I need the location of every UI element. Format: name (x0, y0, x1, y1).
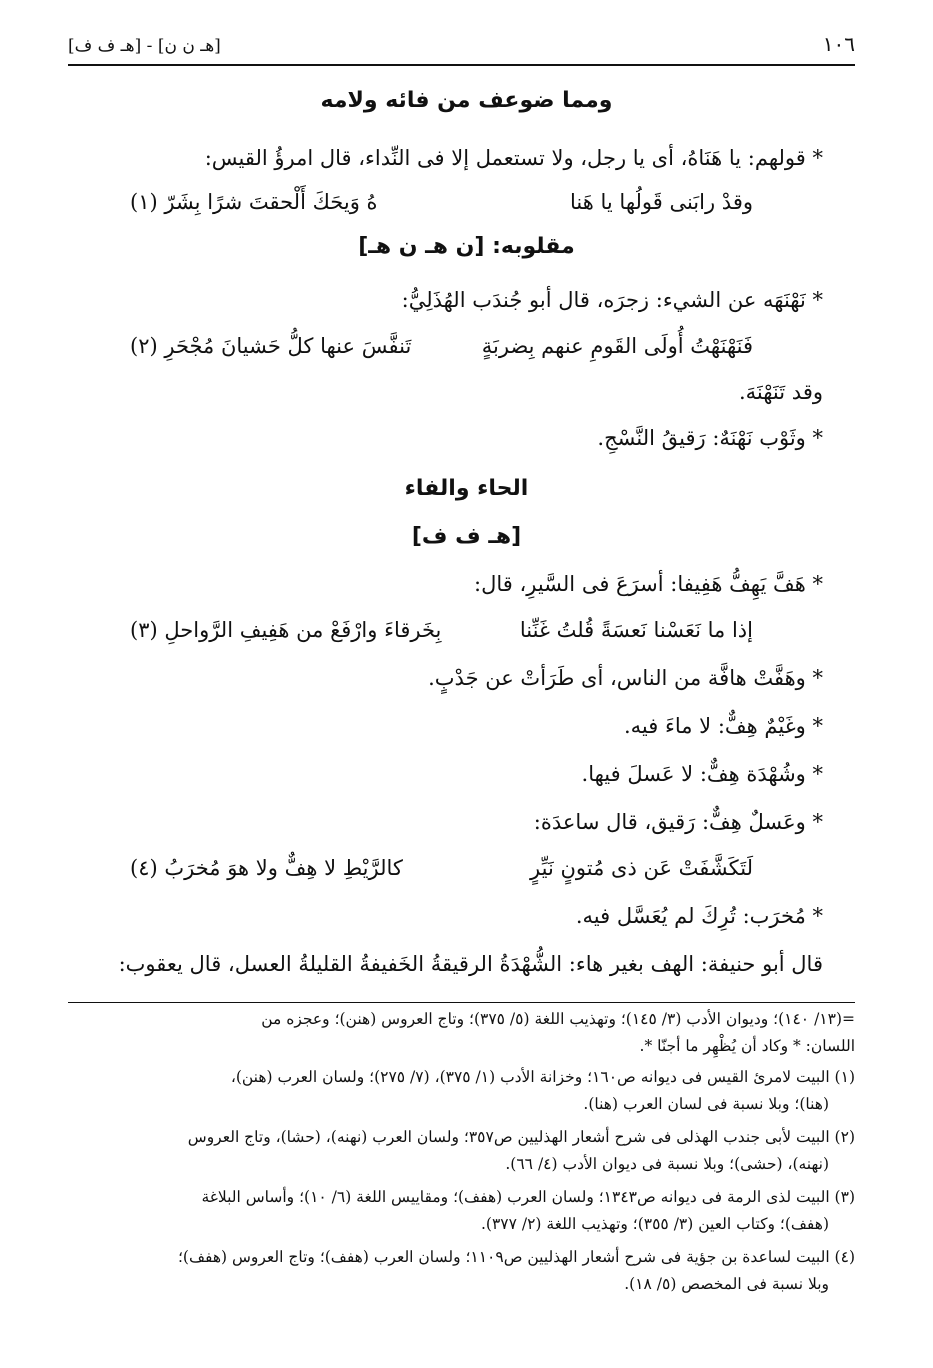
footnote-line: اللسان: * وكاد أن يُظْهِر ما أجنّا *. (639, 1037, 855, 1055)
entry-text: * نَهْنَهَه عن الشيء: زجرَه، قال أبو جُندَب الهُذَلِيُّ: (401, 288, 823, 312)
entry-text: * وغَيْمٌ هِفٌّ: لا ماءَ فيه. (623, 714, 823, 738)
verse-hemistich-2: كالرَّيْطِ لا هِفٌّ ولا هوَ مُخرَبُ (٤) (130, 856, 403, 880)
entry-text: * قولهم: يا هَنَاهُ، أى يا رجل، ولا تستعمل إلا فى النِّداء، قال امرؤُ القيس: (204, 146, 823, 170)
root-subheading: [هـ ف ف] (411, 524, 522, 549)
footnote-2 (68, 1124, 855, 1178)
section-heading: الحاء والفاء (404, 476, 529, 501)
section-heading: ومما ضوعف من فائه ولامه (320, 88, 613, 113)
verse-hemistich-2: هُ وَيحَكَ أَلْحقتَ شرًا بِشَرّ (١) (130, 190, 378, 214)
footnote-line: (هنا)؛ وبلا نسبة فى لسان العرب (هنا). (583, 1095, 829, 1113)
entry-text: * وعَسلٌ هِفٌّ: رَقيق، قال ساعدَة: (533, 810, 823, 834)
verse-hemistich-2: بِخَرقاءَ وارْفَعْ من هَفِيفِ الرَّواحلِ (٣) (130, 618, 442, 642)
entry-text: * وهَفَّتْ هافَّة من الناس، أى طَرَأتْ عن جَدْبٍ. (428, 666, 823, 690)
entry-text: * وشُهْدَة هِفٌّ: لا عَسلَ فيها. (581, 762, 823, 786)
footnote-1 (68, 1064, 855, 1118)
verse-hemistich-1: إذا ما نَعَسْنا نَعسَةً قُلتُ غَنِّنا (519, 618, 753, 642)
entry-text: * وثَوْب نَهْنَهٌ: رَقيقُ النَّسْجِ. (597, 426, 823, 450)
verse-hemistich-1: فَنَهْنَهْتُ أُولَى القَومِ عنهم بِضربَةٍ (481, 334, 753, 358)
footnote-line: وبلا نسبة فى المخصص (٥/ ١٨). (624, 1275, 829, 1293)
entry-text: * مُخرَب: تُرِكَ لم يُعَسَّل فيه. (575, 904, 823, 928)
verse-hemistich-1: لَتَكَشَّفَتْ عَن ذى مُتونٍ نَيِّرٍ (530, 856, 753, 880)
section-heading: مقلوبه: [ن هـ ن هـ] (358, 234, 575, 259)
footnote-line: (٣) البيت لذى الرمة فى ديوانه ص١٣٤٣؛ ولسان العرب (هفف)؛ ومقاييس اللغة (٦/ ١٠)؛ وأساس البلاغة (201, 1188, 855, 1206)
footnote-3 (68, 1184, 855, 1238)
footnote-separator (68, 1002, 855, 1003)
footnote-line: (٢) البيت لأبى جندب الهذلى فى شرح أشعار الهذليين ص٣٥٧؛ ولسان العرب (نهنه)، (حشا)، وتاج العروس (187, 1128, 855, 1146)
entry-text: وقد تَنَهْنَهَ. (738, 380, 823, 404)
entry-text: قال أبو حنيفة: الهف بغير هاء: الشُّهْدَةُ الرقيقةُ الخَفيفةُ القليلةُ العسل، قال يعقوب: (118, 952, 823, 976)
running-title: [هـ ن ن] - [هـ ف ف] (68, 36, 221, 56)
verse-hemistich-2: تَنفَّسَ عنها كلُّ حَشيانَ مُجْحَرِ (٢) (130, 334, 412, 358)
footnote-4 (68, 1244, 855, 1298)
footnote-line: (١) البيت لامرئ القيس فى ديوانه ص١٦٠؛ وخزانة الأدب (١/ ٣٧٥)، (٧/ ٢٧٥)؛ ولسان العرب (هنن)، (230, 1068, 855, 1086)
footnote-line: (نهنه)، (حشى)؛ وبلا نسبة فى ديوان الأدب (٤/ ٦٦). (505, 1155, 829, 1173)
running-header (68, 30, 855, 66)
footnote-line: =(١٣/ ١٤٠)؛ وديوان الأدب (٣/ ١٤٥)؛ وتهذيب اللغة (٥/ ٣٧٥)؛ وتاج العروس (هنن)؛ وعجزه من (261, 1010, 855, 1028)
verse-hemistich-1: وقدْ رابَنى قَولُها يا هَنا (570, 190, 753, 214)
footnote-line: (هفف)؛ وكتاب العين (٣/ ٣٥٥)؛ وتهذيب اللغة (٢/ ٣٧٧). (480, 1215, 829, 1233)
footnote-line: (٤) البيت لساعدة بن جؤية فى شرح أشعار الهذليين ص١١٠٩؛ ولسان العرب (هفف)؛ وتاج العروس (هفف)؛ (177, 1248, 855, 1266)
footnote-continuation (68, 1006, 855, 1060)
page-number: ١٠٦ (822, 32, 855, 56)
entry-text: * هَفَّ يَهِفُّ هَفِيفا: أسرَعَ فى السَّيرِ، قال: (474, 572, 823, 596)
